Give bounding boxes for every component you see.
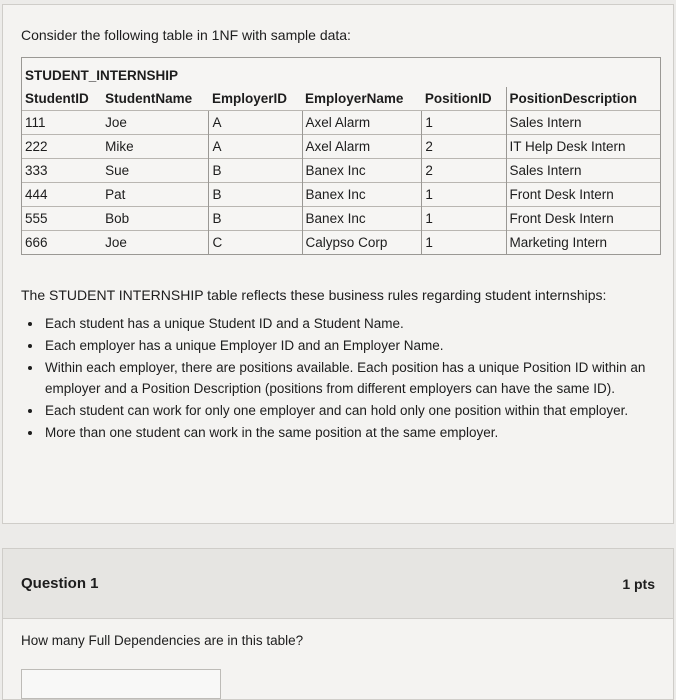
table-cell: B — [209, 159, 302, 183]
business-rules-list — [21, 313, 663, 444]
table-cell: Axel Alarm — [302, 111, 422, 135]
list-item: • Each student has a unique Student ID and a Student Name. — [43, 313, 663, 334]
table-row — [22, 231, 660, 255]
question-card — [2, 548, 674, 700]
col-header: EmployerID — [211, 91, 287, 106]
table-header-row — [22, 87, 660, 111]
table-title: STUDENT_INTERNSHIP — [25, 68, 179, 83]
table-cell: 1 — [422, 183, 506, 207]
student-internship-table — [21, 57, 661, 255]
table-cell: 111 — [22, 111, 102, 135]
table-cell: Joe — [102, 111, 209, 135]
table-cell: B — [209, 183, 302, 207]
table-cell: 1 — [422, 207, 506, 231]
table-cell: C — [209, 231, 302, 255]
table-cell: Sales Intern — [506, 111, 660, 135]
col-header: StudentID — [25, 91, 89, 106]
table-cell: 1 — [422, 231, 506, 255]
rules-heading: The STUDENT INTERNSHIP table reflects these business rules regarding student internships: — [21, 287, 607, 303]
list-item: • Within each employer, there are positions available. Each position has a unique Position ID within an employer and a Position Description (positions from different employers can have the same ID). — [43, 357, 663, 399]
table-cell: Banex Inc — [302, 159, 422, 183]
table-cell: A — [209, 111, 302, 135]
table-cell: B — [209, 207, 302, 231]
table-cell: Bob — [102, 207, 209, 231]
intro-text: Consider the following table in 1NF with sample data: — [21, 27, 351, 43]
table-cell: 222 — [22, 135, 102, 159]
col-header: PositionDescription — [506, 87, 660, 111]
question-title: Question 1 — [21, 575, 99, 592]
table-cell: Mike — [102, 135, 209, 159]
table-cell: 2 — [422, 135, 506, 159]
table-cell: A — [209, 135, 302, 159]
table-row — [22, 135, 660, 159]
table-cell: Front Desk Intern — [506, 183, 660, 207]
question-points: 1 pts — [622, 575, 655, 592]
table-cell: 1 — [422, 111, 506, 135]
list-item: • Each employer has a unique Employer ID and an Employer Name. — [43, 335, 663, 356]
table-cell: IT Help Desk Intern — [506, 135, 660, 159]
table-cell: Sales Intern — [506, 159, 660, 183]
table-row — [22, 183, 660, 207]
content-card — [2, 4, 674, 524]
table-cell: Joe — [102, 231, 209, 255]
list-item: • Each student can work for only one employer and can hold only one position within that employer. — [43, 400, 663, 421]
question-text: How many Full Dependencies are in this table? — [21, 633, 304, 648]
table-cell: Banex Inc — [302, 207, 422, 231]
table-row — [22, 159, 660, 183]
table-cell: Pat — [102, 183, 209, 207]
question-header — [3, 549, 673, 619]
table-cell: Marketing Intern — [506, 231, 660, 255]
list-item: • More than one student can work in the same position at the same employer. — [43, 422, 663, 443]
col-header: StudentName — [105, 91, 193, 106]
answer-input[interactable] — [21, 669, 221, 699]
table-cell: 666 — [22, 231, 102, 255]
table-row — [22, 111, 660, 135]
table-cell: Banex Inc — [302, 183, 422, 207]
col-header: EmployerName — [305, 91, 404, 106]
table-cell: 2 — [422, 159, 506, 183]
table-cell: 555 — [22, 207, 102, 231]
table-cell: 444 — [22, 183, 102, 207]
col-header: PositionID — [424, 91, 492, 106]
table-cell: Front Desk Intern — [506, 207, 660, 231]
table-cell: Calypso Corp — [302, 231, 422, 255]
table-cell: Sue — [102, 159, 209, 183]
table-row — [22, 207, 660, 231]
table-cell: Axel Alarm — [302, 135, 422, 159]
table-cell: 333 — [22, 159, 102, 183]
